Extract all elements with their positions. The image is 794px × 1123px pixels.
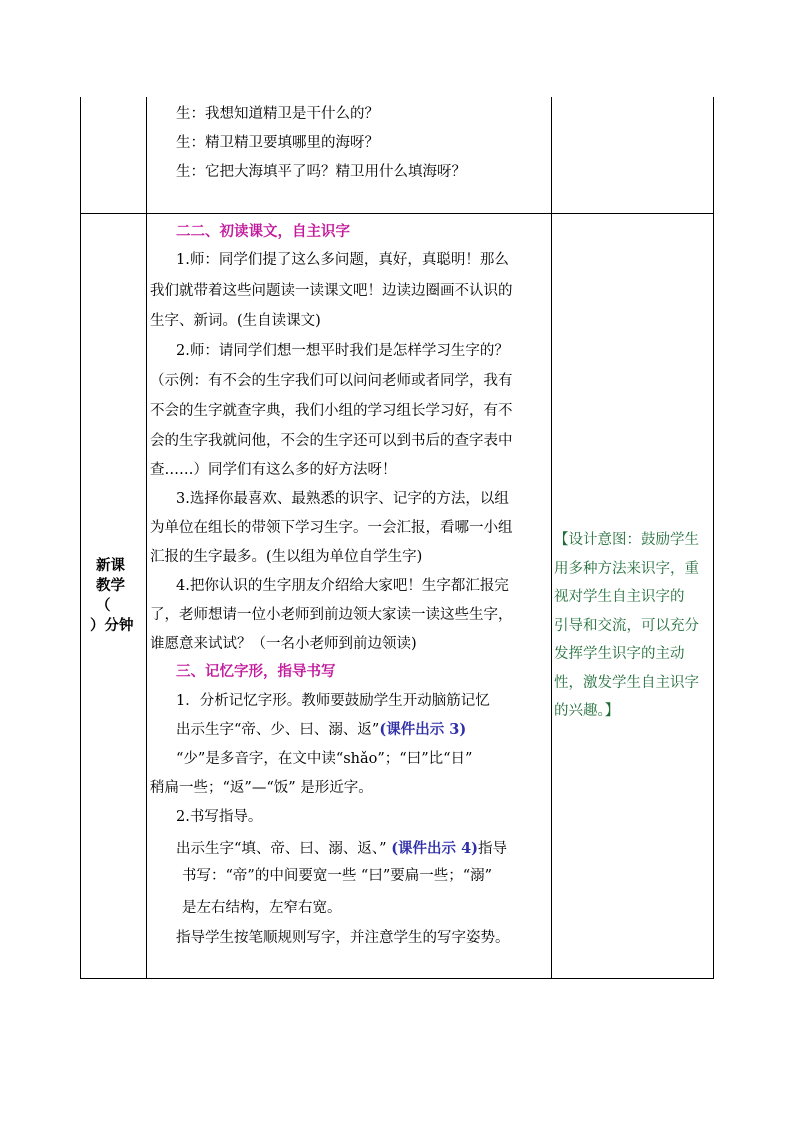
design-note-line-5: 发挥学生识字的主动 — [554, 646, 685, 662]
show-characters-text-2: 出示生字“填、帝、曰、溺、返、” — [176, 841, 387, 857]
paragraph-2-line-4: 会的生字我就问他，不会的生字还可以到书后的查字表中 — [150, 433, 513, 449]
paragraph-1-line-3: 生字、新词。(生自读课文) — [150, 313, 321, 329]
section-3-heading: 三、记忆字形，指导书写 — [176, 663, 336, 680]
student-question-3: 生：它把大海填平了吗？精卫用什么填海呀？ — [176, 164, 466, 180]
paragraph-1-line-1: 1.师：同学们提了这么多问题，真好，真聪明！那么 — [176, 252, 509, 268]
row-label-line-3: （ — [96, 597, 111, 614]
paragraph-1-line-2: 我们就带着这些问题读一读课文吧！边读边圈画不认识的 — [150, 283, 513, 299]
section-3-line-6 — [176, 839, 507, 859]
paragraph-3-line-2: 为单位在组长的带领下学习生字。一会汇报，看哪一小组 — [150, 520, 513, 536]
table-row-divider — [80, 213, 714, 214]
table-column-divider-2 — [551, 97, 552, 979]
paragraph-2-line-3: 不会的生字就查字典，我们小组的学习组长学习好，有不 — [150, 403, 513, 419]
table-bottom-border — [80, 978, 714, 979]
table-left-border — [80, 97, 81, 979]
section-2-heading: 二二、初读课文，自主识字 — [176, 223, 350, 240]
section-3-line-9: 指导学生按笔顺规则写字，并注意学生的写字姿势。 — [176, 930, 510, 946]
design-note-line-3: 视对学生自主识字的 — [554, 589, 685, 605]
paragraph-2-line-5: 查……）同学们有这么多的好方法呀！ — [150, 462, 397, 478]
design-intent-note — [554, 526, 714, 726]
row-label-line-4: ）分钟 — [90, 617, 134, 634]
paragraph-4-line-3: 谁愿意来试试？（一名小老师到前边领读) — [150, 636, 417, 652]
design-note-line-1: 【设计意图：鼓励学生 — [554, 532, 699, 548]
section-3-line-1: 1．分析记忆字形。教师要鼓励学生开动脑筋记忆 — [176, 693, 490, 709]
row-label-line-2: 教学 — [96, 577, 125, 594]
section-3-line-4: 稍扁一些；“返”—“饭” 是形近字。 — [150, 780, 373, 796]
courseware-note-4: (课件出示 4) — [391, 840, 479, 857]
guide-text: 指导 — [478, 841, 508, 857]
section-3-line-5: 2.书写指导。 — [176, 809, 263, 825]
section-3-line-7: 书写：“帝”的中间要宽一些 “曰”要扁一些；“溺” — [182, 868, 493, 884]
student-question-1: 生：我想知道精卫是干什么的？ — [176, 106, 379, 122]
section-3-line-8: 是左右结构，左窄右宽。 — [182, 900, 342, 916]
show-characters-text: 出示生字“帝、少、曰、溺、返” — [176, 722, 380, 738]
paragraph-3-line-3: 汇报的生字最多。(生以组为单位自学生字) — [150, 549, 423, 565]
paragraph-2-line-1: 2.师：请同学们想一想平时我们是怎样学习生字的？ — [176, 343, 509, 359]
design-note-line-6: 性，激发学生自主识字 — [554, 674, 699, 691]
paragraph-2-line-2: （示例：有不会的生字我们可以问问老师或者同学，我有 — [150, 373, 513, 389]
paragraph-3-line-1: 3.选择你最喜欢、最熟悉的识字、记字的方法，以组 — [176, 491, 509, 507]
design-note-line-4: 引导和交流，可以充分 — [554, 617, 699, 634]
table-column-divider-1 — [146, 97, 147, 979]
courseware-note-3: (课件出示 3) — [379, 721, 467, 738]
section-3-line-2 — [176, 720, 466, 740]
design-note-line-7: 的兴趣。】 — [554, 703, 620, 719]
paragraph-4-line-1: 4.把你认识的生字朋友介绍给大家吧！生字都汇报完 — [176, 578, 509, 594]
row-label-line-1: 新课 — [96, 557, 125, 574]
paragraph-4-line-2: 了，老师想请一位小老师到前边领大家读一读这些生字， — [150, 607, 513, 623]
section-3-line-3: “少”是多音字，在文中读“shǎo”；“曰”比“日” — [176, 751, 473, 767]
design-note-line-2: 用多种方法来识字，重 — [554, 560, 699, 577]
student-question-2: 生：精卫精卫要填哪里的海呀？ — [176, 135, 379, 151]
